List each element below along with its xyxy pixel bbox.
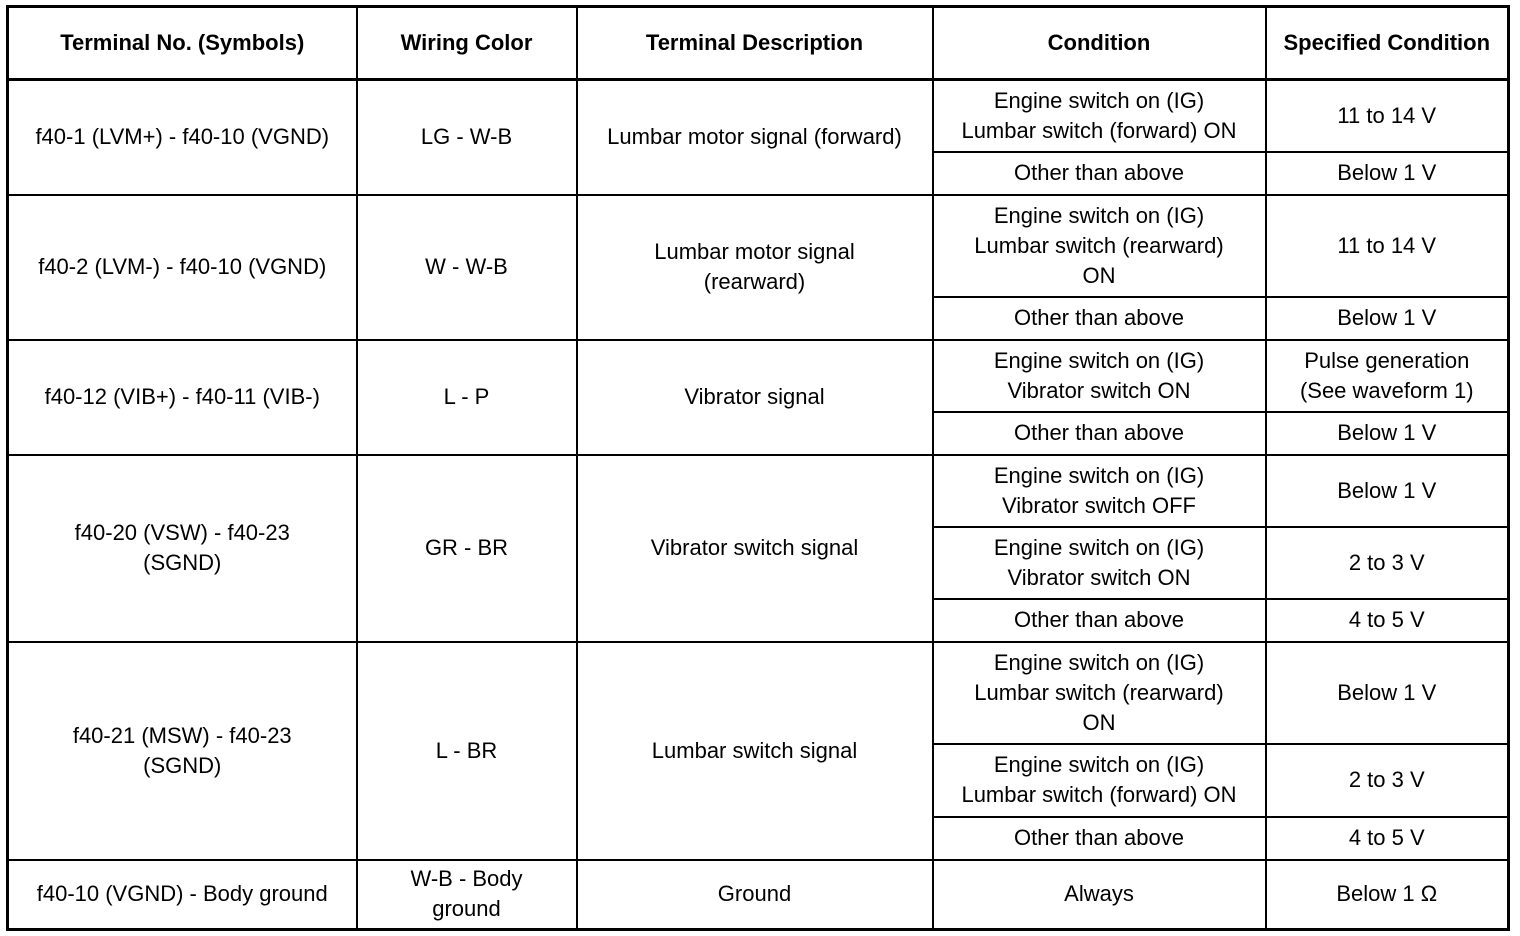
table-row (8, 340, 1509, 412)
table-row (8, 455, 1509, 527)
terminal-cell: f40-2 (LVM-) - f40-10 (VGND) (8, 195, 357, 340)
header-wiring-color: Wiring Color (357, 7, 577, 80)
condition-cell: Engine switch on (IG) Lumbar switch (rearward) ON (933, 642, 1266, 744)
wiring-color-cell: LG - W-B (357, 80, 577, 195)
spec-cell: Below 1 V (1266, 642, 1509, 744)
spec-cell: Below 1 V (1266, 412, 1509, 455)
wiring-color-cell: L - P (357, 340, 577, 455)
condition-cell: Other than above (933, 297, 1266, 340)
description-cell: Vibrator switch signal (577, 455, 933, 642)
description-cell: Ground (577, 860, 933, 930)
condition-cell: Engine switch on (IG) Vibrator switch ON (933, 527, 1266, 599)
condition-cell: Other than above (933, 817, 1266, 860)
wiring-color-cell: L - BR (357, 642, 577, 860)
table-row (8, 195, 1509, 297)
wiring-color-cell: W-B - Body ground (357, 860, 577, 930)
table-row (8, 80, 1509, 152)
condition-cell: Other than above (933, 152, 1266, 195)
spec-cell: Below 1 V (1266, 152, 1509, 195)
terminal-cell: f40-12 (VIB+) - f40-11 (VIB-) (8, 340, 357, 455)
table-row (8, 642, 1509, 744)
header-condition: Condition (933, 7, 1266, 80)
condition-cell: Other than above (933, 599, 1266, 642)
description-cell: Lumbar switch signal (577, 642, 933, 860)
spec-cell: 2 to 3 V (1266, 744, 1509, 817)
spec-cell: 11 to 14 V (1266, 80, 1509, 152)
condition-cell: Always (933, 860, 1266, 930)
header-specified-condition: Specified Condition (1266, 7, 1509, 80)
table-row (8, 860, 1509, 930)
spec-cell: Below 1 Ω (1266, 860, 1509, 930)
description-cell: Vibrator signal (577, 340, 933, 455)
terminal-cell: f40-21 (MSW) - f40-23 (SGND) (8, 642, 357, 860)
description-cell: Lumbar motor signal (rearward) (577, 195, 933, 340)
spec-cell: 4 to 5 V (1266, 599, 1509, 642)
spec-cell: 2 to 3 V (1266, 527, 1509, 599)
terminal-cell: f40-1 (LVM+) - f40-10 (VGND) (8, 80, 357, 195)
header-terminal: Terminal No. (Symbols) (8, 7, 357, 80)
spec-cell: 4 to 5 V (1266, 817, 1509, 860)
condition-cell: Other than above (933, 412, 1266, 455)
header-row (8, 7, 1509, 80)
spec-cell: 11 to 14 V (1266, 195, 1509, 297)
condition-cell: Engine switch on (IG) Vibrator switch ON (933, 340, 1266, 412)
terminal-cell: f40-20 (VSW) - f40-23 (SGND) (8, 455, 357, 642)
condition-cell: Engine switch on (IG) Lumbar switch (forward) ON (933, 80, 1266, 152)
wiring-color-cell: GR - BR (357, 455, 577, 642)
terminal-cell: f40-10 (VGND) - Body ground (8, 860, 357, 930)
header-terminal-description: Terminal Description (577, 7, 933, 80)
spec-cell: Below 1 V (1266, 455, 1509, 527)
spec-cell: Pulse generation (See waveform 1) (1266, 340, 1509, 412)
condition-cell: Engine switch on (IG) Lumbar switch (forward) ON (933, 744, 1266, 817)
condition-cell: Engine switch on (IG) Vibrator switch OFF (933, 455, 1266, 527)
spec-cell: Below 1 V (1266, 297, 1509, 340)
terminal-inspection-table (6, 5, 1510, 931)
description-cell: Lumbar motor signal (forward) (577, 80, 933, 195)
condition-cell: Engine switch on (IG) Lumbar switch (rearward) ON (933, 195, 1266, 297)
wiring-color-cell: W - W-B (357, 195, 577, 340)
